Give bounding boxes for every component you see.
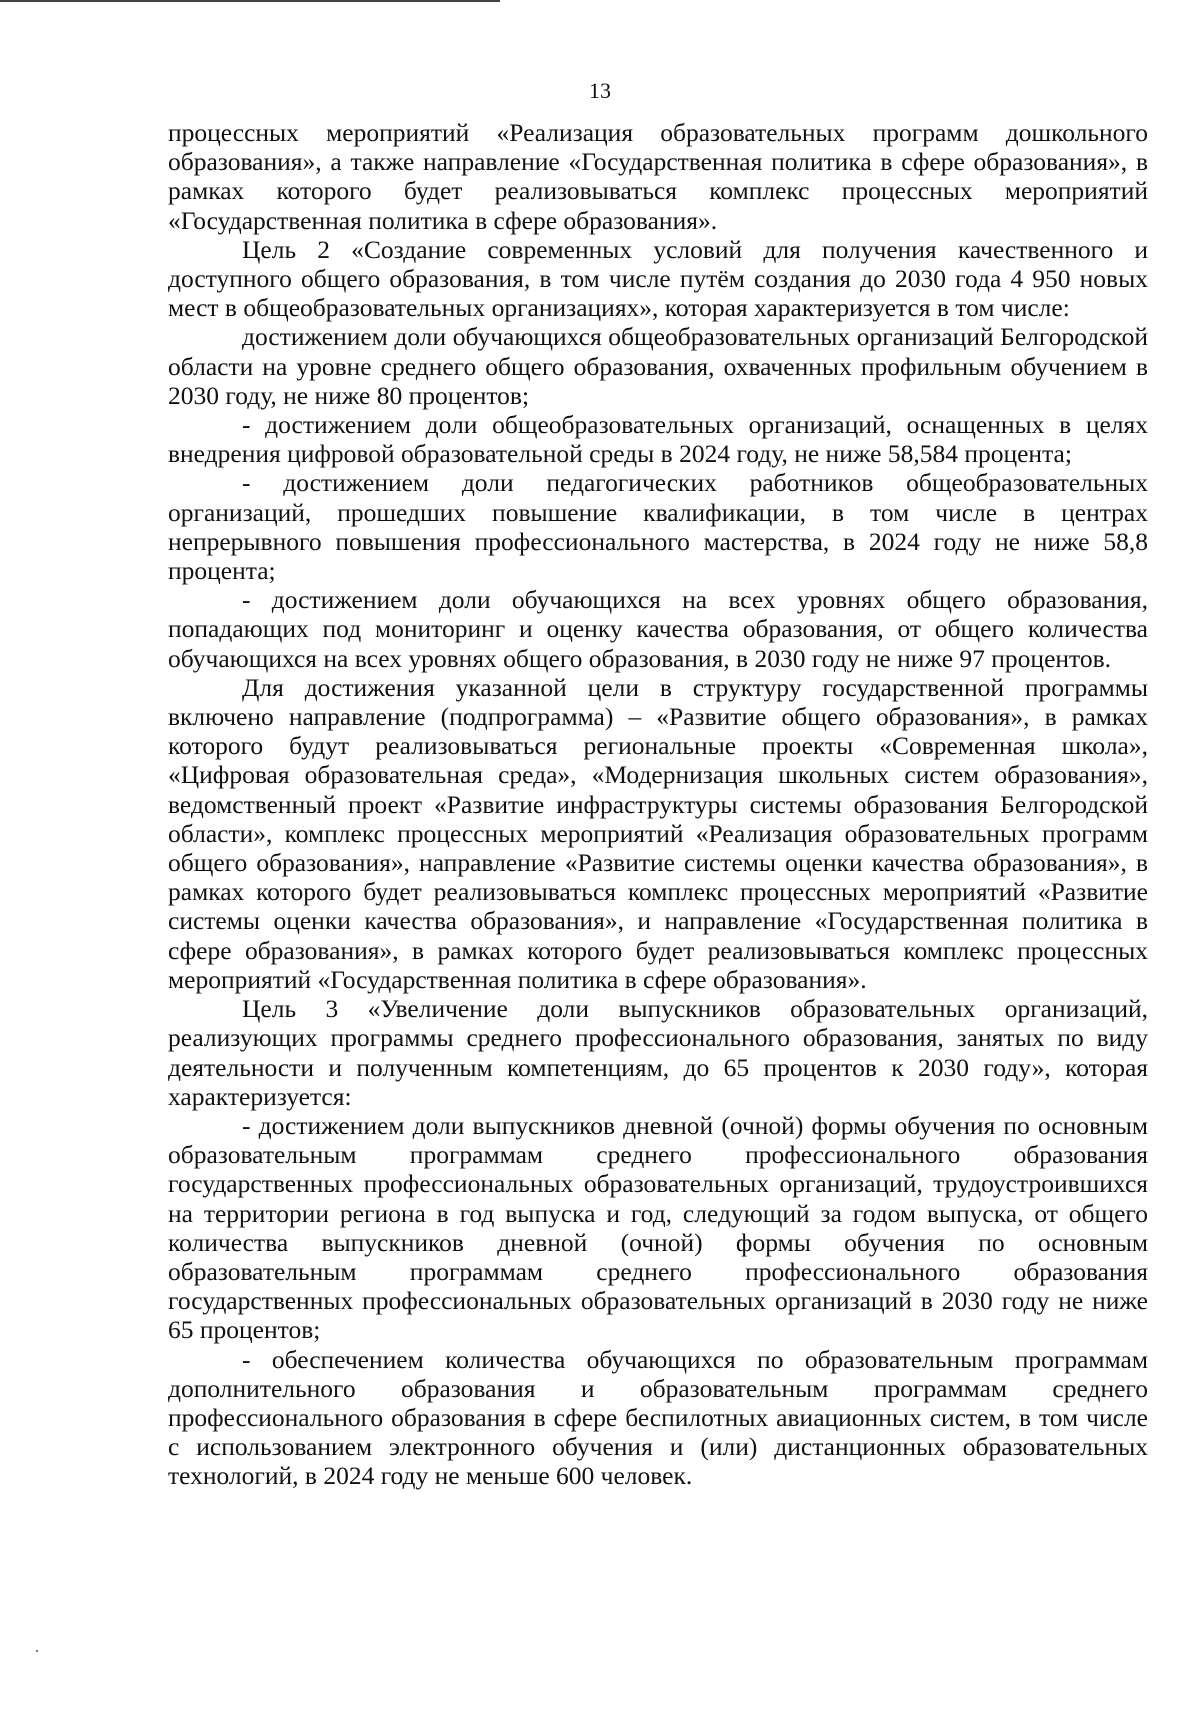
scan-edge-line [0, 0, 500, 2]
paragraph-indicator-digital: - достижением доли общеобразовательных организаций, оснащенных в целях внедрения цифровой образовательной среды в 2024 году, не ниже 58,584 процента; [168, 410, 1148, 469]
document-body [168, 118, 1148, 1491]
paragraph-indicator-profile: достижением доли обучающихся общеобразовательных организаций Белгородской области на уровне среднего общего образования, охваченных профильным обучением в 2030 году, не ниже 80 процентов; [168, 322, 1148, 410]
paragraph-1: процессных мероприятий «Реализация образовательных программ дошкольного образования», а также направление «Государственная политика в сфере образования», в рамках которого будет реализовываться комплекс процессных мероприятий «Государственная политика в сфере образования». [168, 118, 1148, 235]
paragraph-structure-general: Для достижения указанной цели в структуру государственной программы включено направление (подпрограмма) – «Развитие общего образования», в рамках которого будут реализовываться региональные проекты «Современная школа», «Цифровая образовательная среда», «Модернизация школьных систем образования», ведомственный проект «Развитие инфраструктуры системы образования Белгородской области», комплекс процессных мероприятий «Реализация образовательных программ общего образования», направление «Развитие системы оценки качества образования», в рамках которого будет реализовываться комплекс процессных мероприятий «Развитие системы оценки качества образования», и направление «Государственная политика в сфере образования», в рамках которого будет реализовываться комплекс процессных мероприятий «Государственная политика в сфере образования». [168, 672, 1148, 994]
paragraph-indicator-uas: - обеспечением количества обучающихся по образовательным программам дополнительного образования и образовательным программам среднего профессионального образования в сфере беспилотных авиационных систем, в том числе с использованием электронного обучения и (или) дистанционных образовательных технологий, в 2024 году не меньше 600 человек. [168, 1344, 1148, 1491]
paragraph-indicator-graduates: - достижением доли выпускников дневной (очной) формы обучения по основным образовательным программам среднего профессионального образования государственных профессиональных образовательных организаций, трудоустроившихся на территории региона в год выпуска и год, следующий за годом выпуска, от общего количества выпускников дневной (очной) формы обучения по основным образовательным программам среднего профессионального образования государственных профессиональных образовательных организаций в 2030 году не ниже 65 процентов; [168, 1110, 1148, 1345]
paragraph-indicator-monitoring: - достижением доли обучающихся на всех уровнях общего образования, попадающих под мониторинг и оценку качества образования, от общего количества обучающихся на всех уровнях общего образования, в 2030 году не ниже 97 процентов. [168, 585, 1148, 673]
paragraph-goal-2: Цель 2 «Создание современных условий для получения качественного и доступного общего образования, в том числе путём создания до 2030 года 4 950 новых мест в общеобразовательных организациях», которая характеризуется в том числе: [168, 234, 1148, 323]
paragraph-goal-3: Цель 3 «Увеличение доли выпускников образовательных организаций, реализующих программы среднего профессионального образования, занятых по виду деятельности и полученным компетенциям, до 65 процентов к 2030 году», которая характеризуется: [168, 994, 1148, 1111]
page-number: 13 [589, 78, 611, 103]
paragraph-indicator-teachers: - достижением доли педагогических работников общеобразовательных организаций, прошедших повышение квалификации, в том числе в центрах непрерывного повышения профессионального мастерства, в 2024 году не ниже 58,8 процента; [168, 468, 1148, 586]
scan-dot [36, 1650, 38, 1652]
